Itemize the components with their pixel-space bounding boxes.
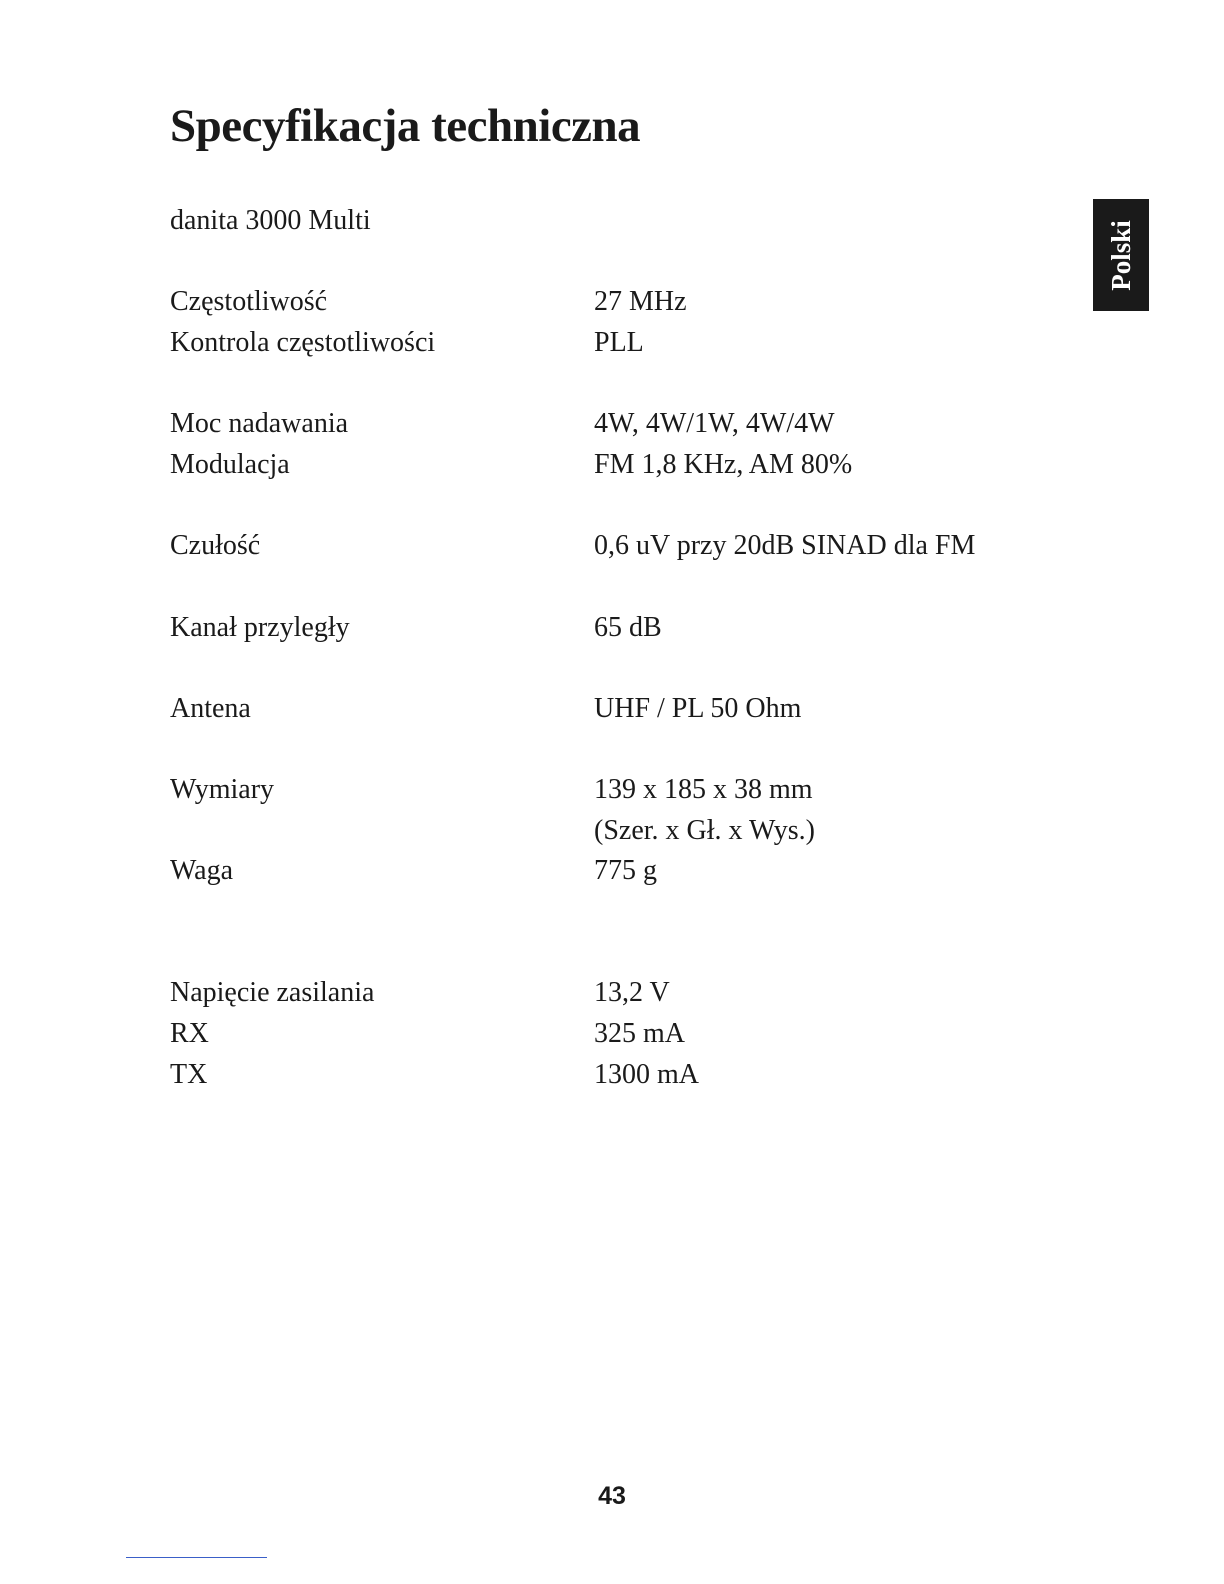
spec-label: Kanał przyległy xyxy=(170,612,350,643)
spec-value: FM 1,8 KHz, AM 80% xyxy=(594,449,853,480)
spec-row-dimensions xyxy=(170,770,1070,810)
page-title: Specyfikacja techniczna xyxy=(170,100,641,152)
spec-row-tx-current xyxy=(170,1055,1070,1095)
spec-value: 65 dB xyxy=(594,612,662,643)
spec-value: 325 mA xyxy=(594,1018,685,1049)
spec-value: 775 g xyxy=(594,855,657,886)
spec-row-weight xyxy=(170,851,1070,891)
spec-row-frequency-control xyxy=(170,323,1070,363)
spec-value: 27 MHz xyxy=(594,286,687,317)
footer-divider xyxy=(126,1557,267,1558)
spec-label: Modulacja xyxy=(170,449,290,480)
spec-row-sensitivity xyxy=(170,526,1070,566)
spec-value: 1300 mA xyxy=(594,1059,699,1090)
language-tab xyxy=(1093,199,1149,311)
spec-row-transmit-power xyxy=(170,404,1070,444)
language-tab-label: Polski xyxy=(1105,219,1136,291)
spec-label: Czułość xyxy=(170,530,261,561)
spec-label: Wymiary xyxy=(170,774,275,805)
spec-label: Antena xyxy=(170,693,251,724)
spec-label: TX xyxy=(170,1059,208,1090)
spec-label: Waga xyxy=(170,855,234,886)
spec-row-frequency xyxy=(170,282,1070,322)
spec-label: Częstotliwość xyxy=(170,286,328,317)
spec-value: 4W, 4W/1W, 4W/4W xyxy=(594,408,835,439)
spec-value: (Szer. x Gł. x Wys.) xyxy=(594,815,815,846)
spec-row-rx-current xyxy=(170,1014,1070,1054)
spec-value: 13,2 V xyxy=(594,977,670,1008)
spec-label: RX xyxy=(170,1018,209,1049)
spec-value: 0,6 uV przy 20dB SINAD dla FM xyxy=(594,530,976,561)
spec-row-modulation xyxy=(170,445,1070,485)
spec-label: Moc nadawania xyxy=(170,408,349,439)
model-name: danita 3000 Multi xyxy=(170,205,371,236)
spec-value: PLL xyxy=(594,327,644,358)
spec-label: Kontrola częstotliwości xyxy=(170,327,436,358)
spec-row-supply-voltage xyxy=(170,973,1070,1013)
spec-value: 139 x 185 x 38 mm xyxy=(594,774,813,805)
spec-row-antenna xyxy=(170,689,1070,729)
spec-row-adjacent-channel xyxy=(170,608,1070,648)
spec-row-dimensions-note xyxy=(170,811,1070,851)
page-number: 43 xyxy=(598,1482,626,1510)
spec-value: UHF / PL 50 Ohm xyxy=(594,693,802,724)
spec-label: Napięcie zasilania xyxy=(170,977,375,1008)
